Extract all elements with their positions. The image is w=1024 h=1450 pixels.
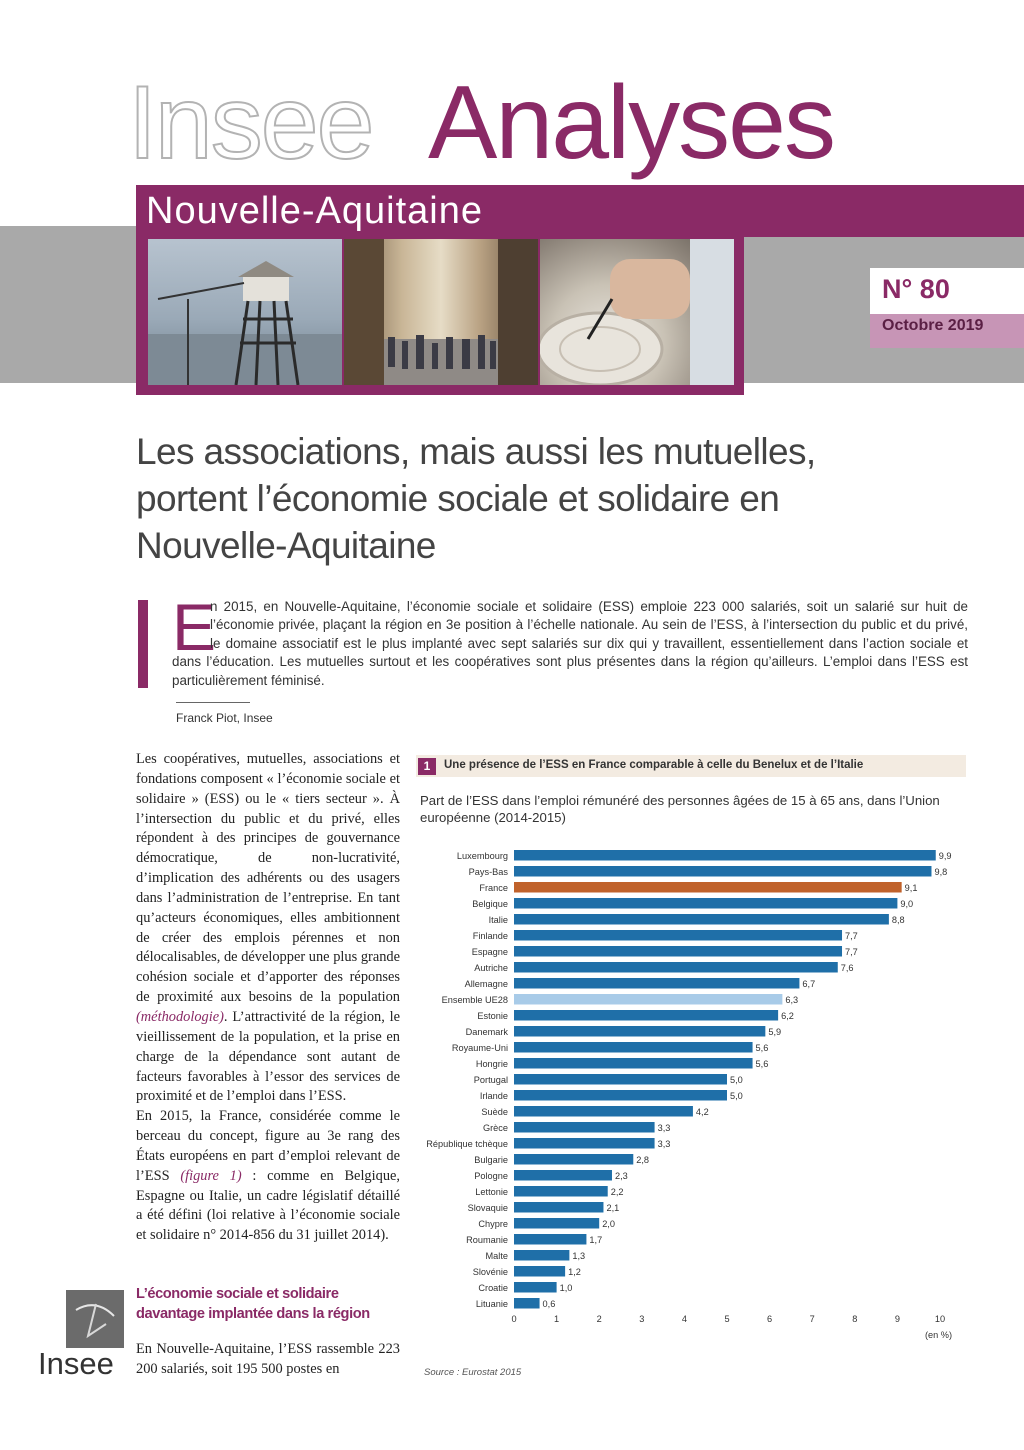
bar-lettonie [514,1186,608,1197]
category-label-espagne: Espagne [471,947,508,957]
brand-analyses: Analyses [428,65,834,181]
bar-suede [514,1106,693,1117]
x-tick-label-6: 6 [767,1314,773,1324]
bar-chypre [514,1218,599,1229]
bar-allemagne [514,978,799,989]
author-divider [176,702,250,703]
category-label-autriche: Autriche [474,963,508,973]
body-paragraph-2 [136,1107,400,1246]
x-tick-label-5: 5 [724,1314,730,1324]
value-label-malte: 1,3 [572,1251,586,1261]
lead-paragraph [172,598,968,690]
value-label-danemark: 5,9 [768,1027,782,1037]
value-label-chypre: 2,0 [602,1219,615,1229]
category-label-danemark: Danemark [465,1027,508,1037]
value-label-roumanie: 1,7 [589,1235,603,1245]
body-paragraph-1 [136,750,400,1107]
bar-belgique [514,898,897,909]
bar-bulgarie [514,1154,633,1165]
category-label-luxembourg: Luxembourg [456,851,508,861]
bar-irlande [514,1090,727,1101]
bar-estonie [514,1010,778,1021]
photo-street-crowd [344,239,538,385]
category-label-lituanie: Lituanie [475,1299,508,1309]
value-label-finlande: 7,7 [845,931,858,941]
section-subheading: L’économie sociale et solidaire davantage implantée dans la région [136,1286,370,1322]
x-axis-unit: (en %) [924,1330,952,1340]
value-label-belgique: 9,0 [900,899,914,909]
x-tick-label-10: 10 [934,1314,946,1324]
bar-pologne [514,1170,612,1181]
bar-luxembourg [514,850,936,861]
value-label-royaume-uni: 5,6 [755,1043,769,1053]
bar-grece [514,1122,655,1133]
bar-ensemble-ue28 [514,994,782,1005]
insee-logo-text: Insee [38,1346,114,1381]
lead-accent-bar [138,600,148,688]
bar-royaume-uni [514,1042,753,1053]
x-tick-label-3: 3 [639,1314,645,1324]
x-tick-label-1: 1 [554,1314,560,1324]
article-headline: Les associations, mais aussi les mutuelles, portent l’économie sociale et solidaire en Nouvelle-Aquitaine [136,431,816,566]
category-label-suede: Suède [481,1107,508,1117]
value-label-hongrie: 5,6 [755,1059,769,1069]
value-label-bulgarie: 2,8 [636,1155,650,1165]
issue-number: N° 80 [882,274,950,304]
bar-france [514,882,902,893]
bar-espagne [514,946,842,957]
x-tick-label-8: 8 [852,1314,858,1324]
category-label-slovaquie: Slovaquie [467,1203,508,1213]
value-label-slovaquie: 2,1 [606,1203,620,1213]
brand-insee: Insee [128,65,373,181]
body-column-left [136,750,400,1246]
figure-source: Source : Eurostat 2015 [424,1367,522,1378]
figure-title: Une présence de l’ESS en France comparable à celle du Benelux et de l’Italie [444,759,864,771]
category-label-ensemble-ue28: Ensemble UE28 [441,995,508,1005]
x-tick-label-2: 2 [596,1314,602,1324]
category-label-republique-tcheque: République tchèque [426,1139,508,1149]
category-label-slovenie: Slovénie [472,1267,508,1277]
x-tick-label-4: 4 [681,1314,687,1324]
region-name: Nouvelle-Aquitaine [146,190,483,232]
value-label-portugal: 5,0 [730,1075,743,1085]
category-label-portugal: Portugal [473,1075,508,1085]
lead-dropcap: E [172,590,217,664]
bar-slovaquie [514,1202,603,1213]
insee-logo-icon [66,1290,124,1348]
value-label-allemagne: 6,7 [802,979,816,989]
value-label-ensemble-ue28: 6,3 [785,995,799,1005]
value-label-irlande: 5,0 [730,1091,743,1101]
category-label-hongrie: Hongrie [475,1059,508,1069]
bar-portugal [514,1074,727,1085]
value-label-pays-bas: 9,8 [934,867,948,877]
figure-1-link[interactable]: (figure 1) [180,1167,242,1184]
category-label-pays-bas: Pays-Bas [468,867,508,877]
value-label-espagne: 7,7 [845,947,858,957]
value-label-republique-tcheque: 3,3 [657,1139,671,1149]
category-label-lettonie: Lettonie [475,1187,508,1197]
bar-finlande [514,930,842,941]
body-text: . L’attractivité de la région, le vieillissement de la population, et la prise en charge de la dépendance sont autant de facteurs favorables à l’essor des services de proximité et de l’emploi dans l’ESS. [136,1008,400,1105]
methodology-link[interactable]: (méthodologie) [136,1008,224,1025]
body-text: : comme en Belgique, Espagne ou Italie, un cadre législatif détaillé a été défini (loi relative à l’économie sociale et solidaire n° 2014-856 du 31 juillet 2014). [136,1167,401,1244]
issue-date: Octobre 2019 [882,317,984,334]
category-label-croatie: Croatie [478,1283,508,1293]
bar-croatie [514,1282,557,1293]
photo-fishing-hut [148,239,342,385]
value-label-pologne: 2,3 [614,1171,628,1181]
bar-republique-tcheque [514,1138,655,1149]
bar-slovenie [514,1266,565,1277]
body-text: Les coopératives, mutuelles, associations et fondations composent « l’économie sociale et solidaire » (ESS) ou le « tiers secteur ». À l’intersection du public et du privé, elles répondent à des principes de gouvernance démocratique, de non-lucrativité, d’implication des adhérents ou des usagers dans l’administration de l’entreprise. En tant qu’acteurs économiques, elles ambitionnent de créer des emplois pérennes et non délocalisables, de développer une plus grande cohésion sociale et d’apporter des réponses de proximité aux besoins de la population [136,751,400,1006]
value-label-grece: 3,3 [657,1123,671,1133]
category-label-irlande: Irlande [479,1091,508,1101]
bar-lituanie [514,1298,540,1309]
bar-malte [514,1250,569,1261]
category-label-france: France [479,883,508,893]
bar-pays-bas [514,866,931,877]
category-label-malte: Malte [485,1251,508,1261]
category-label-pologne: Pologne [474,1171,508,1181]
category-label-roumanie: Roumanie [466,1235,508,1245]
x-tick-label-0: 0 [511,1314,517,1324]
value-label-luxembourg: 9,9 [938,851,952,861]
value-label-italie: 8,8 [891,915,905,925]
ess-bar-chart [400,840,1000,1360]
body-paragraph-3: En Nouvelle-Aquitaine, l’ESS rassemble 223 200 salariés, soit 195 500 postes en [136,1341,400,1377]
category-label-allemagne: Allemagne [464,979,508,989]
category-label-belgique: Belgique [472,899,508,909]
category-label-royaume-uni: Royaume-Uni [451,1043,508,1053]
value-label-lituanie: 0,6 [542,1299,556,1309]
body-text: En 2015, la France, considérée comme le berceau du concept, figure au 3e rang des États européens en part d’emploi relevant de l’ESS [136,1108,400,1184]
bar-danemark [514,1026,765,1037]
bar-hongrie [514,1058,753,1069]
category-label-chypre: Chypre [478,1219,508,1229]
value-label-lettonie: 2,2 [610,1187,624,1197]
value-label-suede: 4,2 [695,1107,709,1117]
value-label-estonie: 6,2 [781,1011,794,1021]
category-label-bulgarie: Bulgarie [474,1155,508,1165]
value-label-croatie: 1,0 [559,1283,573,1293]
category-label-grece: Grèce [482,1123,508,1133]
value-label-france: 9,1 [904,883,918,893]
bar-autriche [514,962,838,973]
x-tick-label-7: 7 [809,1314,815,1324]
bar-italie [514,914,889,925]
category-label-finlande: Finlande [472,931,508,941]
photo-craft-plate [540,239,734,385]
category-label-italie: Italie [488,915,508,925]
value-label-slovenie: 1,2 [568,1267,581,1277]
figure-subtitle: Part de l’ESS dans l’emploi rémunéré des personnes âgées de 15 à 65 ans, dans l’Union européenne (2014-2015) [420,793,940,825]
category-label-estonie: Estonie [477,1011,508,1021]
author-byline: Franck Piot, Insee [176,711,273,725]
bar-roumanie [514,1234,586,1245]
lead-text: n 2015, en Nouvelle-Aquitaine, l’économie sociale et solidaire (ESS) emploie 223 000 salariés, soit un salarié sur huit de l’économie privée, plaçant la région en 3e position à l’échelle nationale. Au sein de l’ESS, à l’intersection du public et du privé, le domaine associatif est le plus implanté avec sept salariés sur dix qui y travaillent, essentiellement dans l’action sociale et dans l’éducation. Les mutuelles surtout et les coopératives sont plus présentes dans la région qu’ailleurs. L’emploi dans l’ESS est particulièrement féminisé. [172,599,968,688]
value-label-autriche: 7,6 [840,963,854,973]
x-tick-label-9: 9 [894,1314,900,1324]
figure-number: 1 [418,758,436,775]
